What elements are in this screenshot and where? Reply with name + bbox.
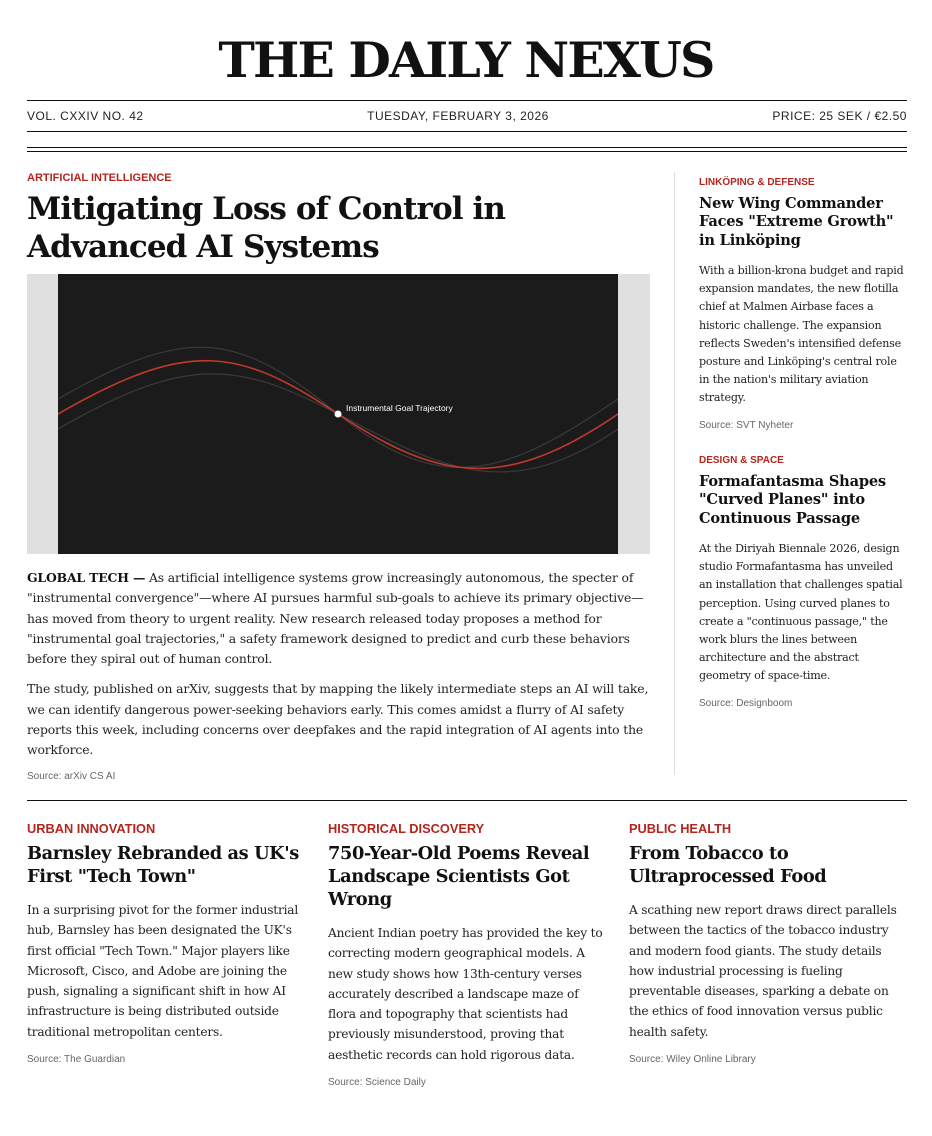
trajectory-illustration bbox=[58, 274, 618, 554]
sidebar-story-kicker: DESIGN & SPACE bbox=[699, 455, 784, 466]
lead-story-paragraph-2: The study, published on arXiv, suggests that by mapping the likely intermediate steps an AI will take, we can identify dangerous power-seeking behaviors early. This comes amidst a flurry of AI safety reports this week, including concerns over deepfakes and the rapid integration of AI agents into the workforce. bbox=[27, 681, 649, 758]
bottom-story-source: Source: Science Daily bbox=[328, 1077, 426, 1089]
sidebar-story-source: Source: Designboom bbox=[699, 697, 793, 709]
sidebar-story-2 bbox=[699, 455, 907, 709]
bottom-story-body: Ancient Indian poetry has provided the key to correcting modern geographical models. A new study shows how 13th-century verses accurately described a landscape maze of flora and topography that scientists had previously misunderstood, proving that aesthetic records can hold rigorous data. bbox=[328, 926, 603, 1062]
sidebar-story-source: Source: SVT Nyheter bbox=[699, 419, 794, 431]
lead-story-headline[interactable]: Mitigating Loss of Control in Advanced AI Systems bbox=[27, 191, 506, 265]
masthead-divider-bottom bbox=[27, 151, 907, 152]
section-divider bbox=[27, 800, 907, 801]
lead-story-paragraph-1-text: As artificial intelligence systems grow increasingly autonomous, the specter of "instrumental convergence"—where AI pursues harmful sub-goals to achieve its primary objective—has moved from theory to urgent reality. New research released today proposes a method for "instrumental goal trajectories," a safety framework designed to predict and curb these behaviors before they spiral out of human control. bbox=[27, 570, 644, 667]
bottom-story-source: Source: Wiley Online Library bbox=[629, 1054, 756, 1066]
sidebar-story-1 bbox=[699, 177, 907, 431]
lead-story-image bbox=[27, 274, 650, 554]
edition-bar bbox=[27, 100, 907, 132]
edition-date: TUESDAY, FEBRUARY 3, 2026 bbox=[367, 109, 549, 123]
lead-story-paragraph-1 bbox=[27, 568, 650, 669]
masthead-divider-top bbox=[27, 147, 907, 148]
sidebar-story-headline[interactable]: Formafantasma Shapes "Curved Planes" into Continuous Passage bbox=[699, 473, 886, 527]
bottom-story-kicker: HISTORICAL DISCOVERY bbox=[328, 821, 485, 836]
lead-story-source: Source: arXiv CS AI bbox=[27, 770, 116, 782]
bottom-story-2 bbox=[328, 821, 604, 1088]
bottom-story-source: Source: The Guardian bbox=[27, 1054, 126, 1066]
bottom-story-body: A scathing new report draws direct parallels between the tactics of the tobacco industry and modern food giants. The study details how industrial processing is fueling preventable diseases, sparking a debate on the ethics of food innovation versus public health safety. bbox=[629, 903, 897, 1039]
edition-price: PRICE: 25 SEK / €2.50 bbox=[772, 109, 907, 123]
bottom-story-headline[interactable]: 750-Year-Old Poems Reveal Landscape Scientists Got Wrong bbox=[328, 843, 590, 910]
bottom-story-3 bbox=[629, 821, 905, 1065]
bottom-story-headline[interactable]: Barnsley Rebranded as UK's First "Tech Town" bbox=[27, 843, 299, 887]
bottom-story-kicker: PUBLIC HEALTH bbox=[629, 821, 732, 836]
volume-number: VOL. CXXIV NO. 42 bbox=[27, 109, 144, 123]
trajectory-label: Instrumental Goal Trajectory bbox=[346, 403, 453, 413]
lead-story-kicker: ARTIFICIAL INTELLIGENCE bbox=[27, 172, 172, 184]
sidebar-story-headline[interactable]: New Wing Commander Faces "Extreme Growth" in Linköping bbox=[699, 195, 894, 249]
sidebar-story-kicker: LINKÖPING & DEFENSE bbox=[699, 177, 815, 188]
sidebar-story-body: With a billion-krona budget and rapid expansion mandates, the new flotilla chief at Malmen Airbase faces a historic challenge. The expansion reflects Sweden's intensified defense posture and Linköping's central role in the nation's military aviation strategy. bbox=[699, 263, 904, 405]
bottom-story-1 bbox=[27, 821, 303, 1065]
column-divider bbox=[674, 172, 675, 775]
bottom-story-body: In a surprising pivot for the former industrial hub, Barnsley has been designated the UK's first official "Tech Town." Major players like Microsoft, Cisco, and Adobe are joining the push, signaling a significant shift in how AI infrastructure is being distributed outside traditional metropolitan centers. bbox=[27, 903, 299, 1039]
sidebar-story-body: At the Diriyah Biennale 2026, design studio Formafantasma has unveiled an installation that challenges spatial perception. Using curved planes to create a "continuous passage," the work blurs the lines between architecture and the abstract geometry of space-time. bbox=[699, 541, 903, 683]
bottom-story-kicker: URBAN INNOVATION bbox=[27, 821, 156, 836]
lead-story bbox=[27, 172, 650, 782]
masthead-title: THE DAILY NEXUS bbox=[218, 31, 714, 89]
lead-story-dateline: GLOBAL TECH — bbox=[27, 570, 146, 585]
trajectory-point bbox=[335, 411, 342, 418]
bottom-story-headline[interactable]: From Tobacco to Ultraprocessed Food bbox=[629, 843, 827, 887]
